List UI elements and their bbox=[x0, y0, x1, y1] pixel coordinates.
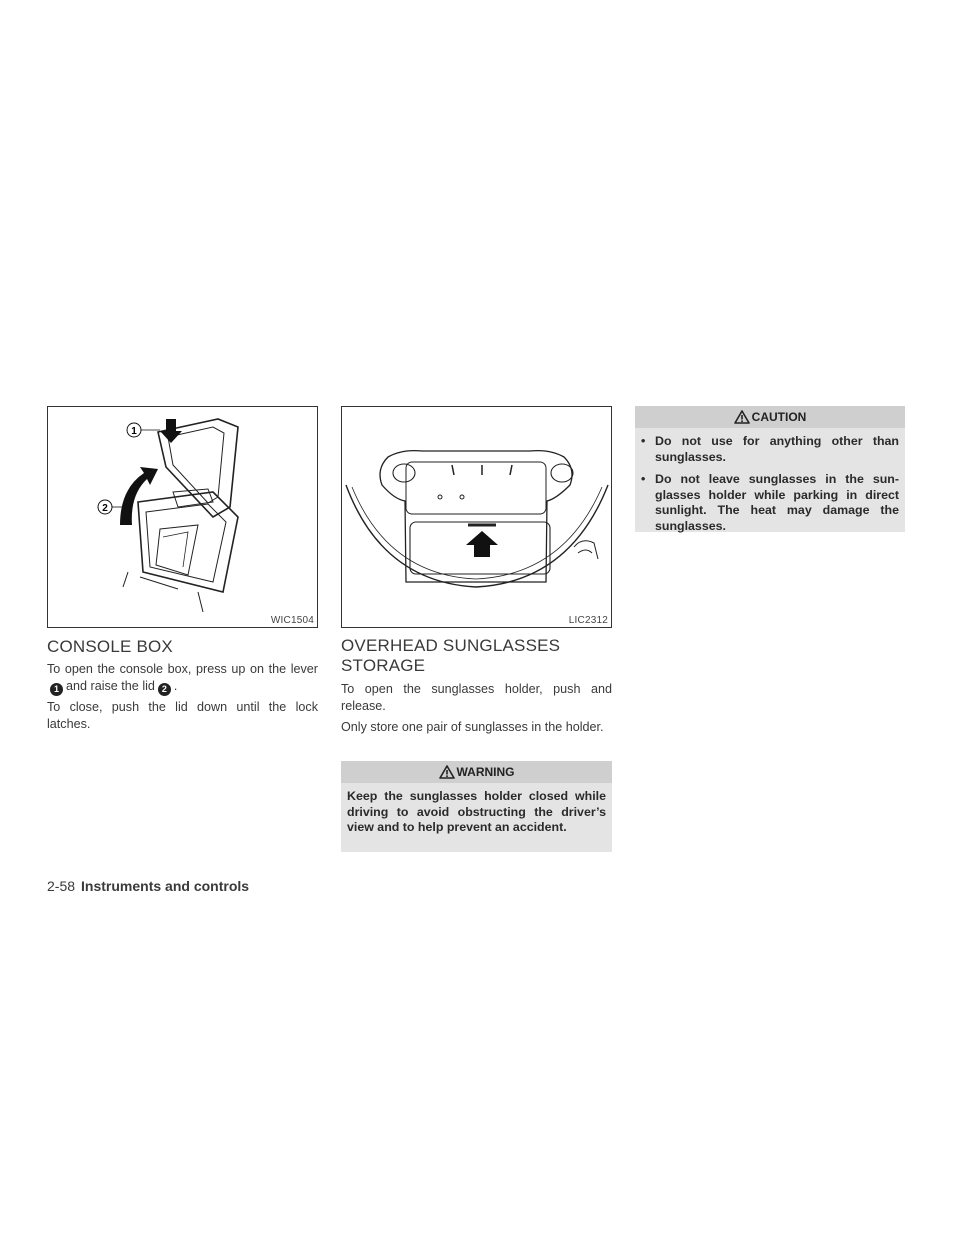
caution-triangle-icon bbox=[734, 410, 750, 424]
console-box-p1-text-3: . bbox=[173, 679, 178, 693]
console-box-paragraph-1 bbox=[47, 661, 318, 696]
sunglasses-paragraph-2: Only store one pair of sunglasses in the holder. bbox=[341, 720, 604, 734]
console-box-illustration bbox=[48, 407, 317, 627]
callout-1: 1 bbox=[131, 426, 137, 437]
caution-list bbox=[635, 428, 905, 547]
sunglasses-heading-line-2: STORAGE bbox=[341, 656, 426, 675]
page-number: 2-58 bbox=[47, 878, 76, 894]
sunglasses-figure bbox=[341, 406, 612, 628]
caution-title: CAUTION bbox=[751, 410, 807, 424]
bullet-dot: • bbox=[641, 434, 646, 448]
caution-item bbox=[641, 472, 899, 534]
figure-code: WIC1504 bbox=[270, 615, 314, 626]
page-footer bbox=[47, 878, 249, 894]
console-box-p1-text: To open the console box, press up on the lever bbox=[47, 662, 318, 676]
caution-item-text: Do not use for anything other than sunglasses. bbox=[655, 434, 899, 464]
sunglasses-paragraph-1: To open the sunglasses holder, push and release. bbox=[341, 682, 612, 713]
console-box-figure bbox=[47, 406, 318, 628]
sunglasses-heading bbox=[341, 636, 560, 676]
sunglasses-illustration bbox=[342, 407, 611, 627]
callout-2: 2 bbox=[102, 503, 108, 514]
warning-box bbox=[341, 761, 612, 852]
console-box-heading: CONSOLE BOX bbox=[47, 637, 173, 656]
warning-title: WARNING bbox=[456, 765, 515, 779]
callout-2-badge: 2 bbox=[158, 683, 171, 696]
callout-1-badge: 1 bbox=[50, 683, 63, 696]
section-title: Instruments and controls bbox=[81, 878, 250, 894]
caution-box bbox=[635, 406, 905, 532]
warning-text: Keep the sunglasses holder closed while driving to avoid obstructing the driver’s view and to help prevent an accident. bbox=[347, 789, 606, 834]
sunglasses-heading-line-1: OVERHEAD SUNGLASSES bbox=[341, 636, 561, 655]
console-box-paragraph-2: To close, push the lid down until the lock latches. bbox=[47, 700, 318, 731]
caution-item-text: Do not leave sunglasses in the sun-glasses holder while parking in direct sunlight. The heat may damage the sunglasses. bbox=[655, 472, 899, 533]
console-box-p1-text-2: and raise the lid bbox=[66, 679, 155, 693]
warning-header bbox=[341, 761, 612, 783]
warning-triangle-icon bbox=[439, 765, 455, 779]
figure-code: LIC2312 bbox=[568, 615, 608, 626]
caution-item bbox=[641, 434, 899, 465]
bullet-dot: • bbox=[641, 472, 646, 486]
caution-header bbox=[635, 406, 905, 428]
